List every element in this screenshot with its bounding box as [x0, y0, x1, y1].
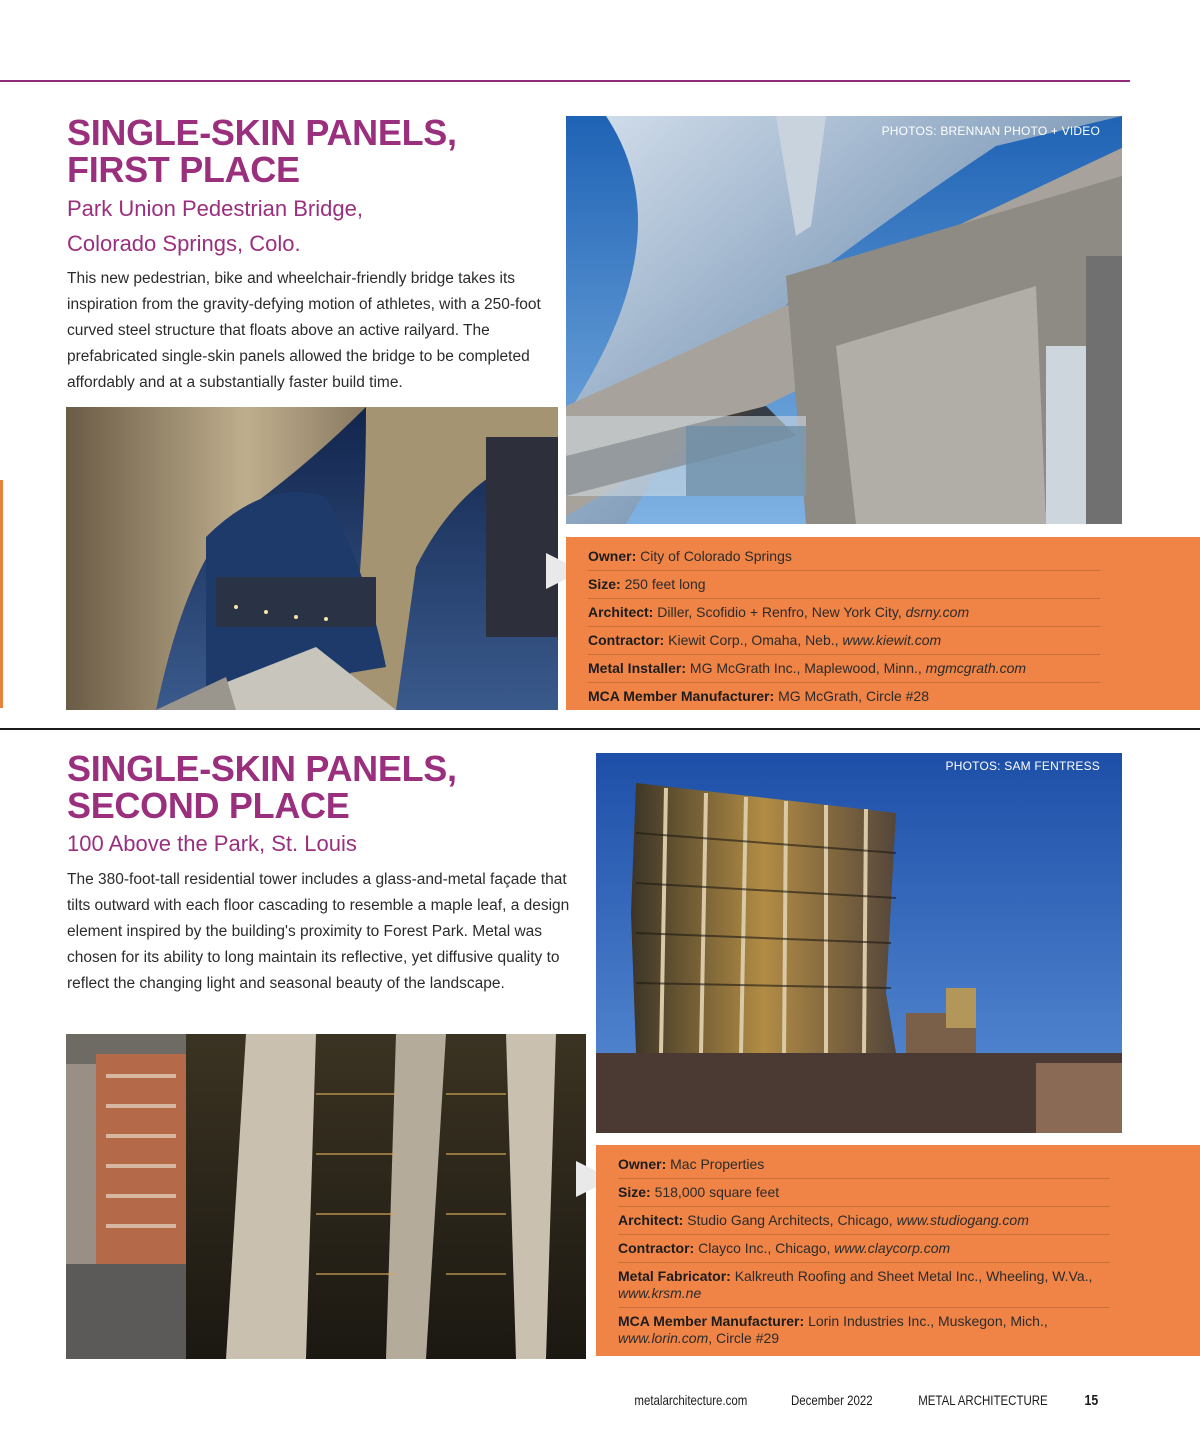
- section1-body: This new pedestrian, bike and wheelchair-friendly bridge takes its inspiration from the gravity-defying motion of athletes, with a 250-foot curved steel structure that floats above an active railyard. The prefabricated single-skin panels allowed the bridge to be completed affordably and at a substantially faster build time.: [67, 270, 541, 391]
- page-footer: [604, 1392, 1100, 1409]
- section2-headline-line2: SECOND PLACE: [67, 785, 350, 826]
- page-number: 15: [1084, 1392, 1099, 1409]
- info-metal-fabricator: Metal Fabricator: Kalkreuth Roofing and Sheet Metal Inc., Wheeling, W.Va., www.krsm.ne: [618, 1263, 1110, 1308]
- info-owner: Owner: Mac Properties: [618, 1151, 1110, 1179]
- section2-info-box: [596, 1145, 1200, 1356]
- info-owner: Owner: City of Colorado Springs: [588, 543, 1100, 571]
- info-size: Size: 518,000 square feet: [618, 1179, 1110, 1207]
- section2-headline-line1: SINGLE-SKIN PANELS,: [67, 748, 457, 789]
- contractor-link[interactable]: www.claycorp.com: [834, 1240, 951, 1256]
- bridge-exterior-photo: [566, 116, 1122, 524]
- footer-issue: December 2022: [790, 1392, 873, 1408]
- info-contractor: Contractor: Clayco Inc., Chicago, www.claycorp.com: [618, 1235, 1110, 1263]
- section1-info-box: [566, 537, 1200, 710]
- section2-photo-credit: PHOTOS: SAM FENTRESS: [945, 759, 1100, 773]
- section2-body: The 380-foot-tall residential tower includes a glass-and-metal façade that tilts outward with each floor cascading to resemble a maple leaf, a design element inspired by the building's proximity to Forest Park. Metal was chosen for its ability to long maintain its reflective, yet diffusive quality to reflect the changing light and seasonal beauty of the landscape.: [67, 871, 570, 992]
- section-divider: [0, 728, 1200, 730]
- section1-headline-line2: FIRST PLACE: [67, 149, 300, 190]
- fabricator-link[interactable]: www.krsm.ne: [618, 1285, 702, 1301]
- architect-link[interactable]: www.studiogang.com: [896, 1212, 1029, 1228]
- contractor-link[interactable]: www.kiewit.com: [842, 632, 942, 648]
- tower-photo: [596, 753, 1122, 1133]
- info-architect: Architect: Studio Gang Architects, Chicago, www.studiogang.com: [618, 1207, 1110, 1235]
- footer-magazine: METAL ARCHITECTURE: [917, 1392, 1048, 1408]
- info-mca-manufacturer: MCA Member Manufacturer: Lorin Industries Inc., Muskegon, Mich., www.lorin.com, Circle #29: [618, 1313, 1048, 1346]
- section1-photo-credit: PHOTOS: BRENNAN PHOTO + VIDEO: [881, 124, 1100, 138]
- manufacturer-link[interactable]: www.lorin.com: [618, 1330, 709, 1346]
- architect-link[interactable]: dsrny.com: [905, 604, 970, 620]
- footer-site[interactable]: metalarchitecture.com: [634, 1392, 748, 1408]
- section1-subtitle-line2: Colorado Springs, Colo.: [67, 231, 301, 256]
- section2-headline: [67, 750, 457, 824]
- bridge-interior-photo: [66, 407, 558, 710]
- info-size: Size: 250 feet long: [588, 571, 1100, 599]
- left-edge-accent: [0, 480, 3, 708]
- installer-link[interactable]: mgmcgrath.com: [925, 660, 1027, 676]
- info-architect: Architect: Diller, Scofidio + Renfro, New York City, dsrny.com: [588, 599, 1100, 627]
- tower-closeup-photo: [66, 1034, 586, 1359]
- top-divider: [0, 80, 1130, 82]
- info-metal-installer: Metal Installer: MG McGrath Inc., Maplewood, Minn., mgmcgrath.com: [588, 655, 1100, 683]
- section1-headline: [67, 114, 457, 188]
- section1-subtitle-line1: Park Union Pedestrian Bridge,: [67, 196, 363, 221]
- section1-info-list: [588, 543, 1100, 710]
- info-contractor: Contractor: Kiewit Corp., Omaha, Neb., www.kiewit.com: [588, 627, 1100, 655]
- section2-info-list: [618, 1151, 1110, 1352]
- section2-subtitle: 100 Above the Park, St. Louis: [67, 831, 357, 856]
- info-mca-manufacturer: MCA Member Manufacturer: MG McGrath, Circle #28: [588, 688, 929, 704]
- section1-subtitle: [67, 191, 363, 261]
- section1-headline-line1: SINGLE-SKIN PANELS,: [67, 112, 457, 153]
